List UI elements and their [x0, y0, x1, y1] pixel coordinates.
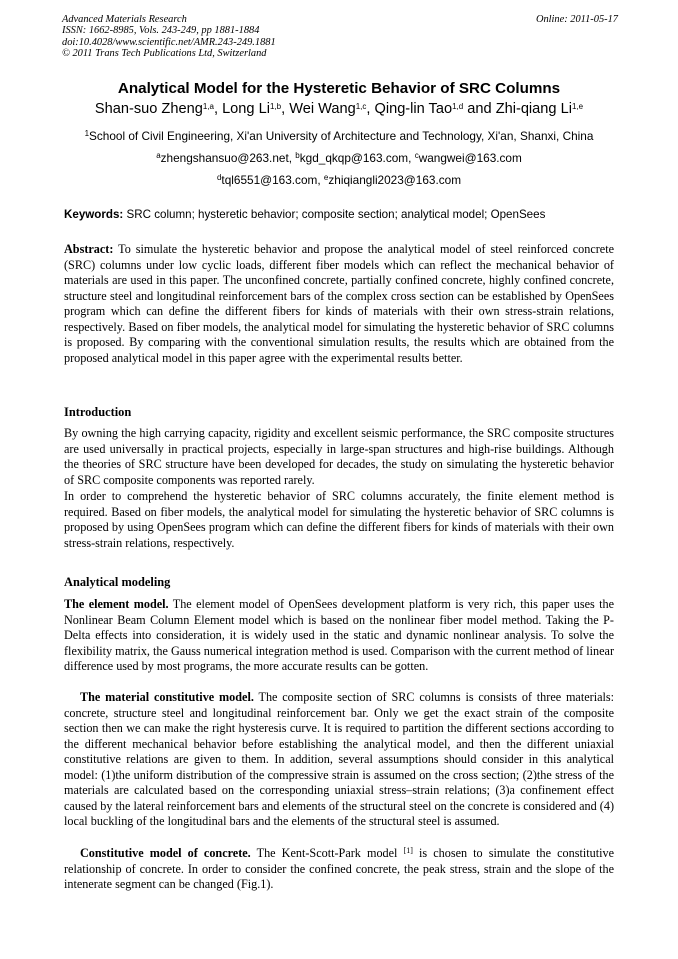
- author-sup: 1,e: [571, 102, 584, 111]
- abstract-text: To simulate the hysteretic behavior and propose the analytical model of steel reinforced concrete (SRC) columns under low cyclic loads, different fiber models which can reflect the mechanical behavior of materials are used in this paper. The unconfined concrete, partially confined concrete, highly confined concrete, structure steel and longitudinal reinforcement bars of the complex cross section can be established by OpenSees program which can define the different fibers for kinds of materials with their own stress-strain relations, respectively. Based on fiber models, the analytical model for simulating the hysteretic behavior of SRC columns is proposed. By comparing with the conventional simulation results, the results which are obtained from the proposed analytical model in this paper agree with the experimental results better.: [64, 242, 615, 365]
- paper-title: Analytical Model for the Hysteretic Behavior of SRC Columns: [117, 80, 561, 97]
- author-sup: 1,d: [452, 102, 464, 111]
- element-model-label: The element model.: [64, 597, 169, 611]
- author-separator: and: [463, 101, 496, 117]
- author-list: [0, 101, 678, 117]
- citation-ref[interactable]: [1]: [403, 846, 413, 855]
- keywords-text: SRC column; hysteretic behavior; composite section; analytical model; OpenSees: [126, 208, 546, 221]
- introduction-paragraph-2: In order to comprehend the hysteretic behavior of SRC columns accurately, the finite element method is required. Based on fiber models, the analytical model for simulating the hysteretic behavior of SRC columns is proposed by using OpenSees program which can define the different fibers for kinds of materials with their own stress-strain relations, respectively.: [64, 489, 614, 550]
- material-model-label: The material constitutive model.: [80, 690, 254, 704]
- material-model-text: The composite section of SRC columns is consists of three materials: concrete, structure steel and longitudinal reinforcement bar. Only we get the exact strain of the composite section then we can make the right hysteresis curve. It is required to partition the different sections according to the different mechanical behavior before establishing the analytical model, and then the different uniaxial constitutive relations are given to them. In addition, several assumptions should consider in this analytical model: (1)the uniform distribution of the compressive strain is assumed on the cross section; (2)the stress of the materials are calculated based on the corresponding uniaxial stress–strain relations; (3)a confinement effect caused by the lateral reinforcement bars and elements of the structural steel on the concrete is considered and (4) local buckling of the longitudinal bars and the elements of the structural steel is assumed.: [64, 690, 615, 829]
- element-model-text: The element model of OpenSees development platform is very rich, this paper uses the Nonlinear Beam Column Element model which is based on the nonlinear fiber model method. Taking the P-Delta effects into consideration, it is widely used in the static and dynamic nonlinear analysis. To solve the flexibility matrix, the Gauss numerical integration method is used. Comparison with the current method of linear difference used by most programs, the more accurate results can be gotten.: [64, 597, 615, 674]
- email-line-1: $^a$zhengshansuo@263.net, $^b$kgd_qkqp@163.com, $^c$wangwei@163.com: [156, 151, 522, 165]
- keywords: [64, 208, 618, 221]
- introduction-paragraph-1: By owning the high carrying capacity, rigidity and excellent seismic performance, the SRC composite structures are used universally in practical projects, especially in large-span structures and high-rise buildings. Although the theories of SRC structure have been developed for decades, the study on simulating the hysteretic behavior of SRC composite components was reported rarely.: [64, 426, 614, 487]
- concrete-text-a: The Kent-Scott-Park model: [256, 846, 398, 860]
- author-sup: 1,b: [269, 102, 282, 111]
- introduction-heading: Introduction: [64, 405, 132, 419]
- affiliation: [0, 129, 678, 143]
- author-name: Qing-lin Tao: [374, 101, 453, 117]
- email-line-2: $^d$tql6551@163.com, $^e$zhiqiangli2023@163.com: [216, 173, 462, 187]
- author-name: Shan-suo Zheng: [94, 101, 203, 117]
- author-separator: ,: [213, 101, 223, 117]
- concrete-model-paragraph: [64, 846, 614, 893]
- doi-line: doi:10.4028/www.scientific.net/AMR.243-249.1881: [62, 36, 276, 48]
- author-separator: ,: [281, 101, 290, 117]
- affiliation-text: School of Civil Engineering, Xi'an University of Architecture and Technology, Xi'an, Shanxi, China: [89, 129, 594, 143]
- abstract: [64, 242, 614, 366]
- copyright-line: © 2011 Trans Tech Publications Ltd, Switzerland: [62, 48, 267, 60]
- author-separator: ,: [366, 101, 375, 117]
- author-sup: 1,a: [202, 102, 214, 111]
- email-a[interactable]: zhengshansuo@263.net: [160, 151, 289, 165]
- author-name: Wei Wang: [289, 101, 356, 117]
- journal-name: Advanced Materials Research: [62, 14, 187, 25]
- email-e[interactable]: zhiqiangli2023@163.com: [328, 173, 462, 187]
- keywords-label: Keywords:: [64, 208, 124, 221]
- email-d[interactable]: tql6551@163.com: [221, 173, 318, 187]
- affiliation-sup: 1: [84, 129, 90, 138]
- material-model-paragraph: [64, 690, 614, 830]
- concrete-model-label: Constitutive model of concrete.: [80, 846, 251, 860]
- journal-header: [62, 14, 618, 60]
- author-sup: 1,c: [355, 102, 367, 111]
- abstract-label: Abstract:: [64, 242, 114, 256]
- email-c[interactable]: wangwei@163.com: [418, 151, 522, 165]
- element-model-paragraph: [64, 597, 614, 675]
- online-date: Online: 2011-05-17: [535, 14, 618, 25]
- modeling-heading: Analytical modeling: [64, 575, 171, 589]
- issn-line: ISSN: 1662-8985, Vols. 243-249, pp 1881-1884: [62, 25, 260, 37]
- concrete-text-b: is chosen to simulate the constitutive relationship of concrete. In order to consider the confined concrete, the peak stress, strain and the slope of the intenerate segment can be changed (Fig.1).: [64, 846, 615, 892]
- author-name: Zhi-qiang Li: [495, 101, 572, 117]
- email-b[interactable]: kgd_qkqp@163.com: [299, 151, 409, 165]
- author-name: Long Li: [222, 101, 270, 117]
